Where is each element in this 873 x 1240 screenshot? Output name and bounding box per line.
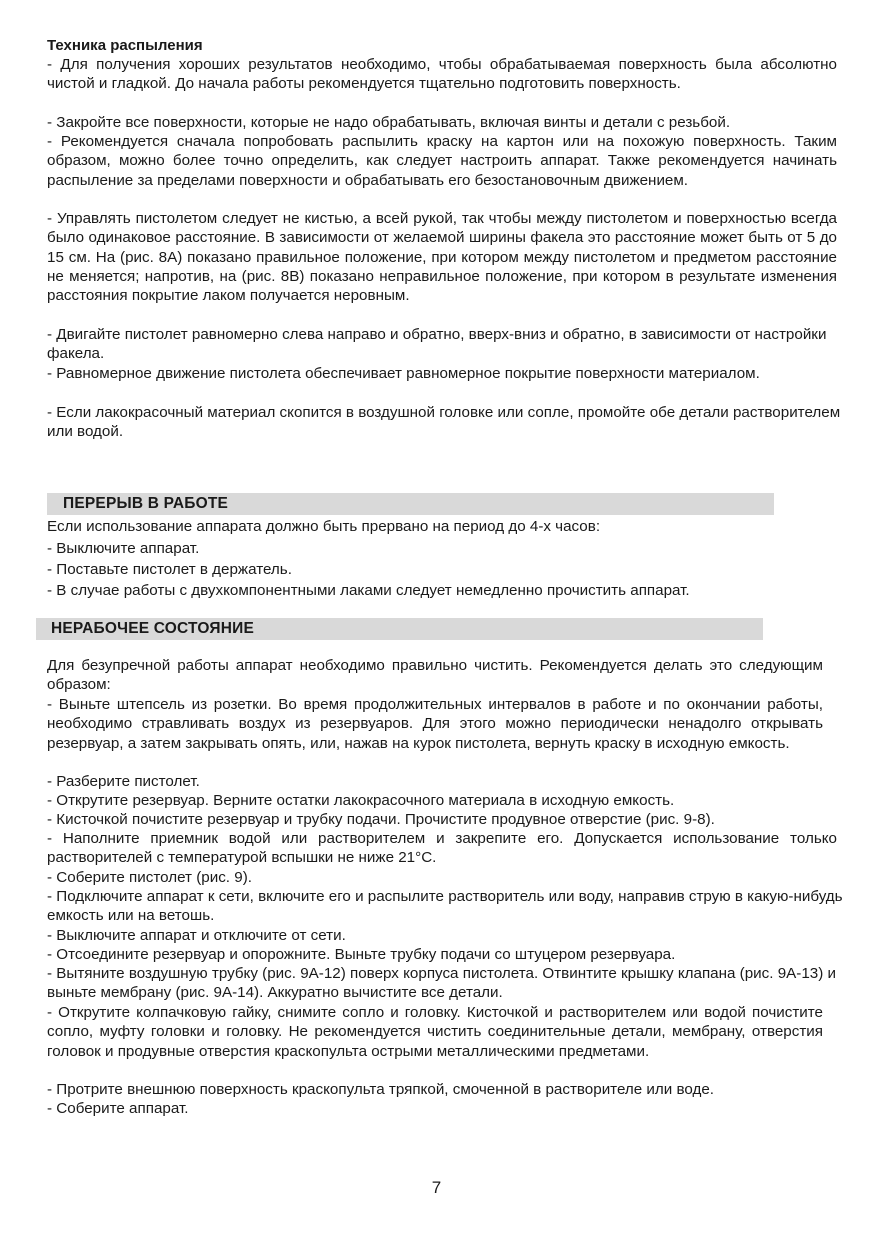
paragraph: - Равномерное движение пистолета обеспечивает равномерное покрытие поверхности материалом. <box>47 365 760 382</box>
paragraph: - Если лакокрасочный материал скопится в воздушной головке или сопле, промойте обе детали растворителем или водой. <box>47 404 841 441</box>
paragraph: - Управлять пистолетом следует не кистью, а всей рукой, так чтобы между пистолетом и поверхностью всегда было одинаковое расстояние. В зависимости от желаемой ширины факела это расстояние может быть от 5 до 15 см. На (рис. 8А) показано правильное положение, при котором между пистолетом и предметом расстояние не меняется; напротив, на (рис. 8В) показано неправильное положение, при котором в результате изменения расстояния покрытие лаком получается неровным. <box>47 210 837 305</box>
list-item: - Выключите аппарат и отключите от сети. <box>47 927 346 944</box>
list-item: - Поставьте пистолет в держатель. <box>47 561 292 578</box>
paragraph: - Для получения хороших результатов необходимо, чтобы обрабатываемая поверхность была абсолютно чистой и гладкой. До начала работы рекомендуется тщательно подготовить поверхность. <box>47 56 837 93</box>
list-item: - Отсоедините резервуар и опорожните. Выньте трубку подачи со штуцером резервуара. <box>47 946 676 963</box>
paragraph: - Рекомендуется сначала попробовать распылить краску на картон или на похожую поверхность. Таким образом, можно более точно определить, как следует настроить аппарат. Также рекомендуется начинать распыление за пределами поверхности и обрабатывать его безостановочным движением. <box>47 133 837 189</box>
list-item: - Подключите аппарат к сети, включите его и распылите растворитель или воду, направив струю в какую-нибудь емкость или на ветошь. <box>47 888 843 925</box>
list-item: - Открутите колпачковую гайку, снимите сопло и головку. Кисточкой и растворителем или водой почистите сопло, муфту головки и головку. Не рекомендуется чистить соединительные детали, мембрану, отверстия головок и продувные отверстия краскопульта острыми металлическими предметами. <box>47 1004 823 1060</box>
section-intro: Если использование аппарата должно быть прервано на период до 4-х часов: <box>47 518 601 535</box>
paragraph: - Закройте все поверхности, которые не надо обрабатывать, включая винты и детали с резьбой. <box>47 114 731 131</box>
page-number: 7 <box>431 1178 442 1197</box>
section-heading-break: ПЕРЕРЫВ В РАБОТЕ <box>63 495 229 512</box>
list-item: - Соберите пистолет (рис. 9). <box>47 869 252 886</box>
list-item: - Разберите пистолет. <box>47 773 200 790</box>
list-item: - Выньте штепсель из розетки. Во время продолжительных интервалов в работе и по окончании работы, необходимо стравливать воздух из резервуаров. Для этого можно периодически ненадолго открывать резервуар, а затем закрывать опять, или, нажав на курок пистолета, вернуть краску в исходную емкость. <box>47 696 823 752</box>
list-item: - Кисточкой почистите резервуар и трубку подачи. Прочистите продувное отверстие (рис. 9-8). <box>47 811 715 828</box>
list-item: - Открутите резервуар. Верните остатки лакокрасочного материала в исходную емкость. <box>47 792 675 809</box>
paragraph: - Двигайте пистолет равномерно слева направо и обратно, вверх-вниз и обратно, в зависимости от настройки факела. <box>47 326 827 363</box>
list-item: - Наполните приемник водой или растворителем и закрепите его. Допускается использование только растворителей с температурой вспышки не ниже 21°С. <box>47 830 837 867</box>
list-item: - В случае работы с двухкомпонентными лаками следует немедленно прочистить аппарат. <box>47 582 690 599</box>
list-item: - Вытяните воздушную трубку (рис. 9А-12) поверх корпуса пистолета. Отвинтите крышку клапана (рис. 9А-13) и выньте мембрану (рис. 9А-14). Аккуратно вычистите все детали. <box>47 965 836 1002</box>
section-intro: Для безупречной работы аппарат необходимо правильно чистить. Рекомендуется делать это следующим образом: <box>47 657 823 694</box>
list-item: - Протрите внешнюю поверхность краскопульта тряпкой, смоченной в растворителе или воде. <box>47 1081 715 1098</box>
section-heading-spray-technique: Техника распыления <box>47 37 203 54</box>
list-item: - Соберите аппарат. <box>47 1100 189 1117</box>
section-heading-nonworking: НЕРАБОЧЕЕ СОСТОЯНИЕ <box>51 620 254 637</box>
list-item: - Выключите аппарат. <box>47 540 200 557</box>
